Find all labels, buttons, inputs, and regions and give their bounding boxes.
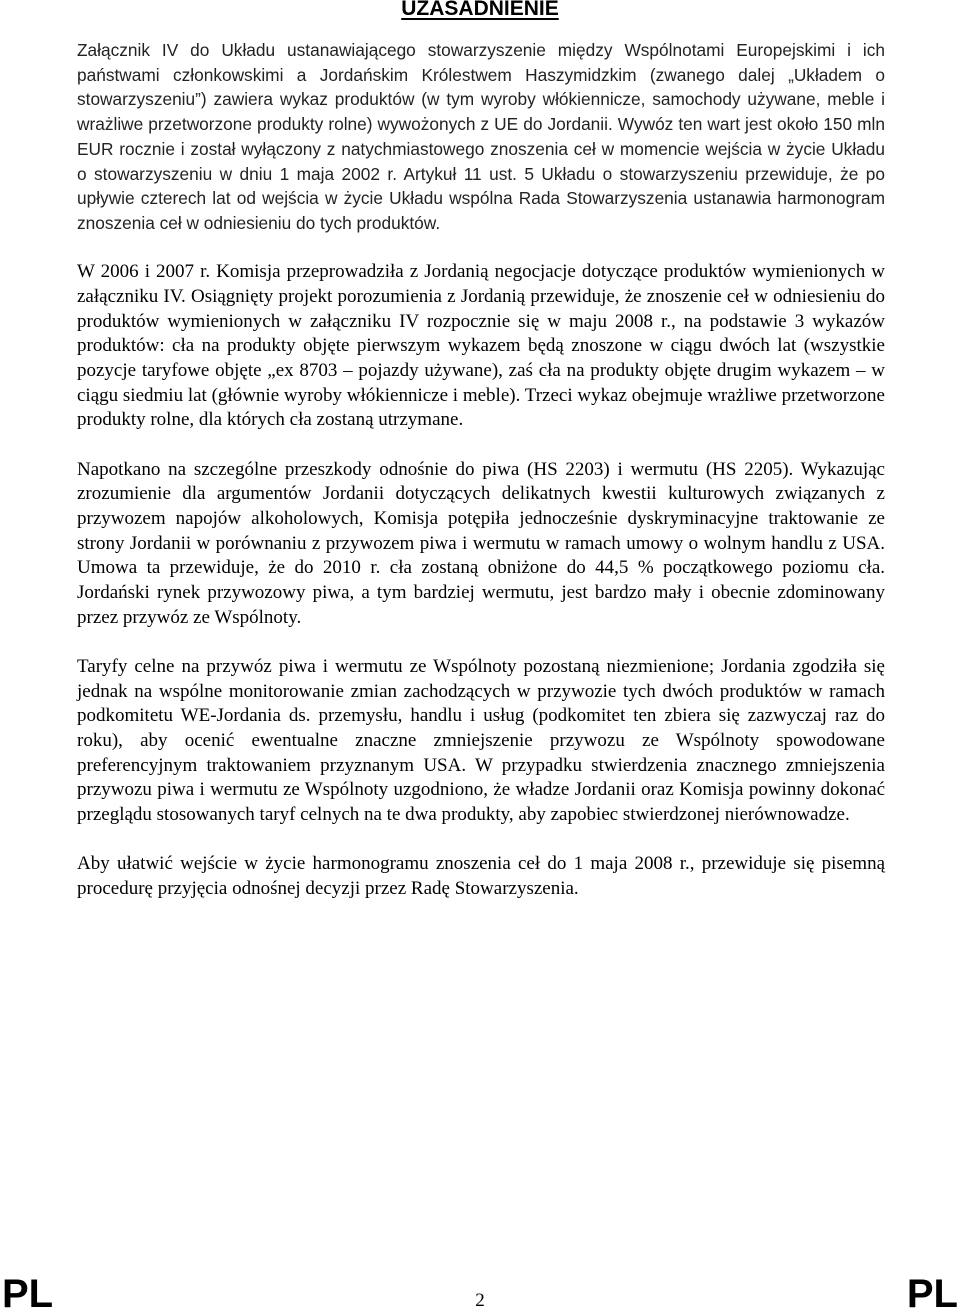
footer-language-left: PL: [2, 1272, 54, 1316]
paragraph-annex-intro: Załącznik IV do Układu ustanawiającego stowarzyszenie między Wspólnotami Europejskimi i ich państwami członkowskimi a Jordańskim Królestwem Haszymidzkim (zwanego dalej „Układem o stowarzyszeniu”) zawiera wykaz produktów (w tym wyroby włókiennicze, samochody używane, meble i wrażliwe przetworzone produkty rolne) wywożonych z UE do Jordanii. Wywóz ten wart jest około 150 mln EUR rocznie i został wyłączony z natychmiastowego znoszenia ceł w momencie wejścia w życie Układu o stowarzyszeniu w dniu 1 maja 2002 r. Artykuł 11 ust. 5 Układu o stowarzyszeniu przewiduje, że po upływie czterech lat od wejścia w życie Układu wspólna Rada Stowarzyszenia ustanawia harmonogram znoszenia ceł w odniesieniu do tych produktów.: [77, 40, 885, 233]
paragraph-negotiations: W 2006 i 2007 r. Komisja przeprowadziła z Jordanią negocjacje dotyczące produktów wymienionych w załączniku IV. Osiągnięty projekt porozumienia z Jordanią przewiduje, że znoszenie ceł w odniesieniu do produktów wymienionych w załączniku IV rozpocznie się w maju 2008 r., na podstawie 3 wykazów produktów: cła na produkty objęte pierwszym wykazem będą znoszone w ciągu dwóch lat (wszystkie pozycje taryfowe objęte „ex 8703 – pojazdy używane), zaś cła na produkty objęte drugim wykazem – w ciągu siedmiu lat (głównie wyroby włókiennicze i meble). Trzeci wykaz obejmuje wrażliwe przetworzone produkty rolne, dla których cła zostaną utrzymane.: [77, 261, 885, 431]
document-body: [77, 38, 885, 926]
paragraph-beer-vermouth: Napotkano na szczególne przeszkody odnośnie do piwa (HS 2203) i wermutu (HS 2205). Wykazując zrozumienie dla argumentów Jordanii dotyczących delikatnych kwestii kulturowych związanych z przywozem napojów alkoholowych, Komisja potępiła jednocześnie dyskryminacyjne traktowanie ze strony Jordanii w porównaniu z przywozem piwa i wermutu w ramach umowy o wolnym handlu z USA. Umowa ta przewiduje, że do 2010 r. cła zostaną obniżone do 44,5 % początkowego poziomu cła. Jordański rynek przywozowy piwa, a tym bardziej wermutu, jest bardzo mały i obecnie zdominowany przez przywóz ze Wspólnoty.: [77, 458, 885, 628]
page-number: 2: [475, 1290, 485, 1311]
paragraph-written-procedure: Aby ułatwić wejście w życie harmonogramu znoszenia ceł do 1 maja 2008 r., przewiduje się pisemną procedurę przyjęcia odnośnej decyzji przez Radę Stowarzyszenia.: [77, 853, 885, 900]
document-heading: UZASADNIENIE: [401, 0, 559, 20]
footer-language-right: PL: [906, 1272, 958, 1316]
paragraph-tariffs-monitoring: Taryfy celne na przywóz piwa i wermutu ze Wspólnoty pozostaną niezmienione; Jordania zgodziła się jednak na wspólne monitorowanie zmian zachodzących w przywozie tych dwóch produktów w ramach podkomitetu WE-Jordania ds. przemysłu, handlu i usług (podkomitet ten zbiera się zazwyczaj raz do roku), aby ocenić ewentualne znaczne zmniejszenie przywozu ze Wspólnoty spowodowane preferencyjnym traktowaniem przyznanym USA. W przypadku stwierdzenia znacznego zmniejszenia przywozu piwa i wermutu ze Wspólnoty uzgodniono, że władze Jordanii oraz Komisja powinny dokonać przeglądu stosowanych taryf celnych na te dwa produkty, aby zapobiec stwierdzonej nierównowadze.: [77, 655, 885, 826]
